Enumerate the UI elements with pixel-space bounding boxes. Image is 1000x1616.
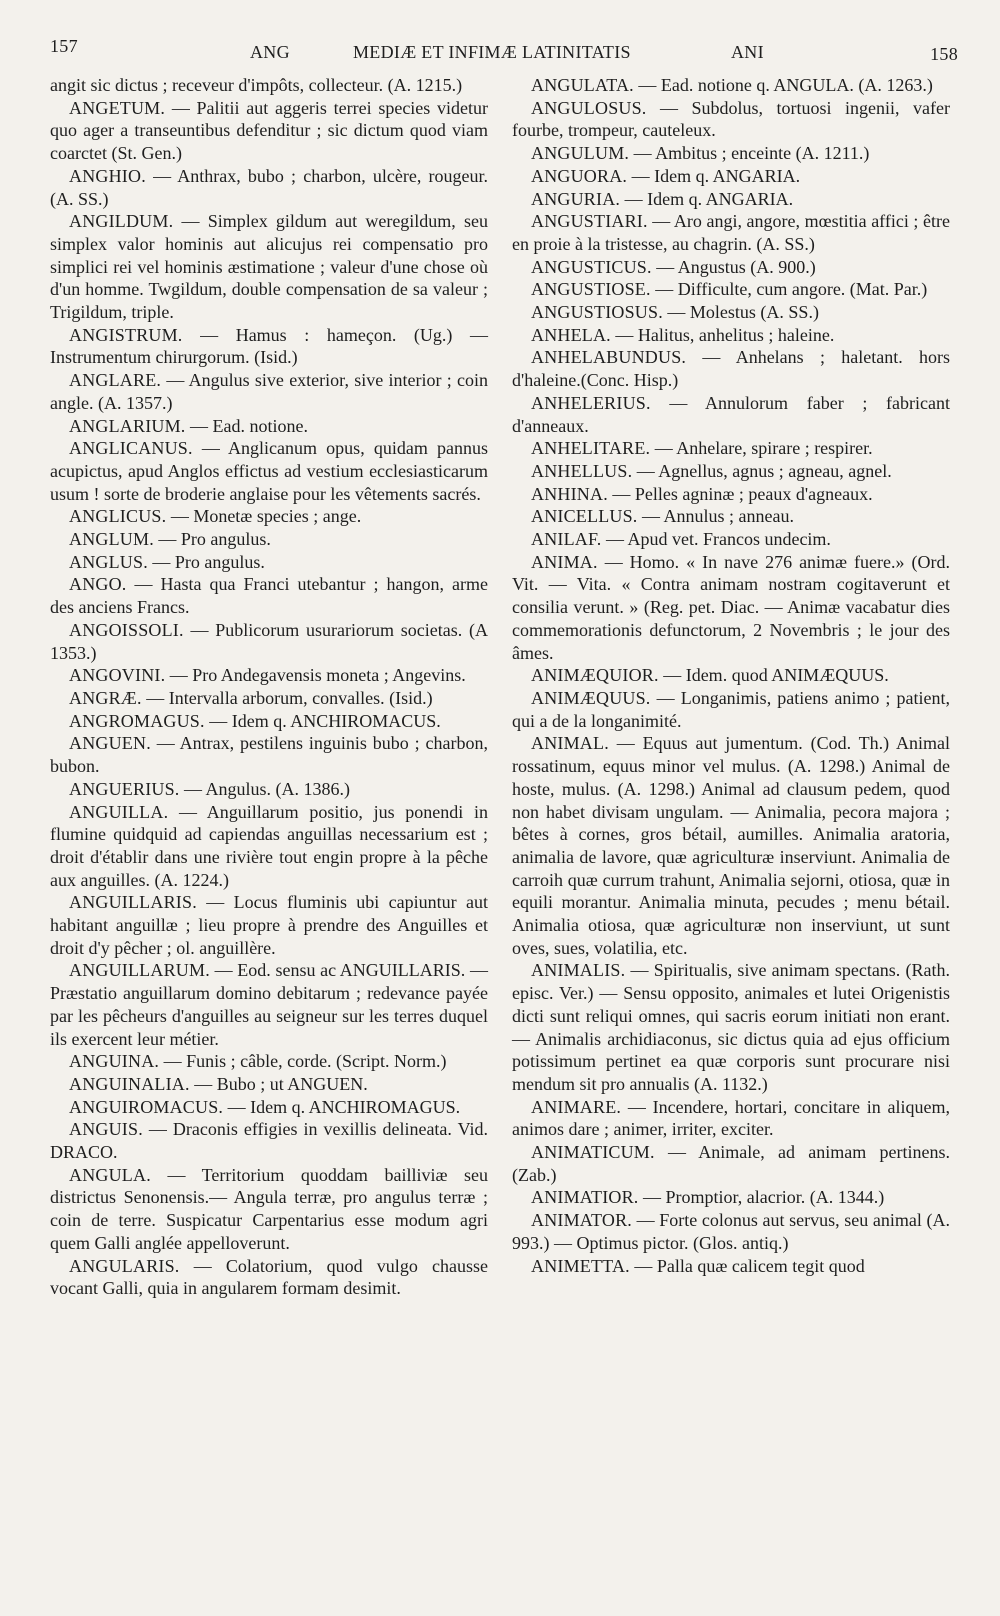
entry-definition: — Locus fluminis ubi capiuntur aut habitant anguillæ ; lieu propre à prendre des Anguilles et droit d'y pêcher ; ol. anguillère.	[50, 892, 488, 958]
entry-headword: ANGLARIUM.	[69, 415, 186, 436]
running-header	[48, 30, 962, 70]
entry-definition: — Difficulte, cum angore. (Mat. Par.)	[655, 279, 928, 300]
entry-headword: ANGUIS.	[69, 1119, 143, 1140]
dictionary-entry	[50, 210, 488, 324]
entry-definition: angit sic dictus ; receveur d'impôts, collecteur. (A. 1215.)	[50, 75, 463, 95]
entry-definition: — Anhelans ; haletant. hors d'haleine.(Conc. Hisp.)	[512, 347, 951, 391]
right-page-number: 158	[930, 44, 958, 64]
entry-headword: ANICELLUS.	[531, 506, 638, 527]
entry-headword: ANGETUM.	[69, 97, 166, 118]
entry-headword: ANHELITARE.	[531, 438, 651, 459]
entry-definition: — Ead. notione.	[190, 415, 308, 436]
dictionary-entry	[50, 1050, 488, 1073]
entry-headword: ANGURIA.	[531, 188, 621, 209]
dictionary-entry	[512, 1186, 950, 1209]
entry-definition: — Funis ; câble, corde. (Script. Norm.)	[163, 1051, 447, 1072]
dictionary-entry	[512, 437, 950, 460]
entry-definition: — Anglicanum opus, quidam pannus acupictus, apud Anglos effictus ad vestium ecclesiasticarum usum ! sorte de broderie anglaise pour les vêtements sacrés.	[50, 438, 489, 504]
entry-definition: — Aro angi, angore, mœstitia affici ; être en proie à la tristesse, au chagrin. (A. SS.)	[512, 211, 950, 254]
dictionary-entry	[512, 664, 950, 687]
dictionary-entry	[50, 528, 488, 551]
entry-headword: ANIMALIS.	[531, 960, 626, 981]
entry-definition: — Idem. quod ANIMÆQUUS.	[663, 665, 889, 686]
dictionary-entry	[50, 619, 488, 664]
entry-definition: — Palla quæ calicem tegit quod	[634, 1255, 865, 1276]
dictionary-entry	[512, 346, 950, 391]
entry-headword: ANGUSTICUS.	[531, 256, 652, 277]
dictionary-entry	[512, 210, 950, 255]
entry-headword: ANGISTRUM.	[69, 324, 183, 345]
dictionary-entry	[512, 483, 950, 506]
entry-definition: — Homo. « In nave 276 animæ fuere.» (Ord. Vit. — Vita. « Contra animam nostram cogitaverunt et consilia verunt. » (Reg. pet. Diac. — Animæ vacabatur dies commemorationis defunctorum, 2 Novembris ; le jour des âmes.	[512, 551, 950, 663]
entry-definition: — Equus aut jumentum. (Cod. Th.) Animal rossatinum, equus minor vel mulus. (A. 1298.) Animal de hoste, mulus. (A. 1298.) Animal ad clausum pedem, quod non habet divisam ungulam. — Animalia, pecora majora ; bêtes à cornes, gros bétail, aumilles. Animalia aratoria, animalia de lavore, quæ agriculturæ inserviunt. Animalia de carroih quæ currum trahunt, Animalia sejorni, otiosa, quæ in equili morantur. Animalia minuta, pecudes ; menu bétail. Animalia otiosa, quæ agriculturæ non inserviunt, ut sunt oves, sues, volatilia, etc.	[512, 733, 951, 958]
entry-definition: — Spiritualis, sive animam spectans. (Rath. episc. Ver.) — Sensu opposito, animales et lutei Origenistis dicti sunt reliqui omnes, qui sacris eorum initiati non erant. — Animalis archidiaconus, sic dictus quia ad ejus officium potissimum pertinet ea quæ corporis sunt procurare nisi mendum sit pro annualis (A. 1132.)	[512, 960, 951, 1094]
entry-headword: ANGULA.	[69, 1164, 151, 1185]
entry-definition: — Ead. notione q. ANGULA. (A. 1263.)	[638, 75, 933, 95]
right-column	[512, 74, 950, 1277]
entry-definition: — Pro angulus.	[152, 551, 265, 572]
entry-headword: ANGILDUM.	[69, 211, 174, 232]
entry-headword: ANGHIO.	[69, 165, 146, 186]
dictionary-entry	[512, 1209, 950, 1254]
left-guide-word: ANG	[250, 42, 290, 62]
entry-definition: — Angulus. (A. 1386.)	[184, 778, 351, 799]
entry-definition: — Promptior, alacrior. (A. 1344.)	[643, 1187, 885, 1208]
entry-definition: — Pro angulus.	[158, 529, 271, 550]
entry-definition: — Anhelare, spirare ; respirer.	[654, 438, 873, 459]
dictionary-entry	[50, 97, 488, 165]
entry-headword: ANGULARIS.	[69, 1255, 180, 1276]
entry-headword: ANILAF.	[531, 529, 602, 550]
entry-headword: ANHELA.	[531, 324, 611, 345]
entry-definition: — Idem q. ANGARIA.	[631, 165, 801, 186]
entry-headword: ANGULATA.	[531, 75, 634, 95]
entry-definition: — Territorium quoddam bailliviæ seu districtus Senonensis.— Angula terræ, pro angulus terræ ; coin de terre. Suspicatur Carpentarius esse modum agri quem Galli anglée appelloverunt.	[50, 1164, 488, 1253]
entry-definition: — Simplex gildum aut weregildum, seu simplex valor hominis aut alicujus rei compensatio pro simplici rei vel hominis æstimatione ; valeur d'une chose où d'un homme. Twgildum, double compensation de sa valeur ; Trigildum, triple.	[50, 211, 489, 323]
running-title: MEDIÆ ET INFIMÆ LATINITATIS	[353, 42, 631, 62]
entry-headword: ANHELLUS.	[531, 460, 633, 481]
entry-headword: ANGUSTIOSE.	[531, 279, 651, 300]
entry-definition: — Annulus ; anneau.	[642, 506, 794, 527]
dictionary-entry	[512, 687, 950, 732]
dictionary-entry	[512, 460, 950, 483]
entry-definition: — Idem q. ANCHIROMAGUS.	[227, 1096, 461, 1117]
dictionary-entry	[50, 732, 488, 777]
entry-definition: — Agnellus, agnus ; agneau, agnel.	[636, 460, 892, 481]
left-page-number: 157	[50, 36, 78, 56]
entry-headword: ANGROMAGUS.	[69, 710, 205, 731]
dictionary-entry	[50, 1255, 488, 1300]
dictionary-entry	[50, 415, 488, 438]
entry-definition: — Idem q. ANGARIA.	[624, 188, 794, 209]
dictionary-entry	[512, 959, 950, 1095]
entry-headword: ANGUINA.	[69, 1051, 160, 1072]
dictionary-entry	[512, 392, 950, 437]
entry-headword: ANHELERIUS.	[531, 392, 651, 413]
entry-definition: — Molestus (A. SS.)	[667, 302, 819, 323]
dictionary-entry	[512, 74, 950, 97]
entry-definition: — Eod. sensu ac ANGUILLARIS. — Præstatio anguillarum domino debitarum ; redevance payée par les pêcheurs d'anguilles au seigneur sur les terres duquel ils exercent leur métier.	[50, 960, 488, 1049]
dictionary-entry	[50, 801, 488, 892]
dictionary-entry	[50, 324, 488, 369]
dictionary-entry	[50, 778, 488, 801]
entry-headword: ANIMAL.	[531, 733, 609, 754]
dictionary-entry	[50, 1118, 488, 1163]
entry-definition: — Hamus : hameçon. (Ug.) — Instrumentum chirurgorum. (Isid.)	[50, 324, 489, 368]
dictionary-entry	[512, 528, 950, 551]
entry-headword: ANGRÆ.	[69, 687, 142, 708]
entry-headword: ANIMETTA.	[531, 1255, 630, 1276]
entry-definition: — Subdolus, tortuosi ingenii, vafer fourbe, trompeur, cauteleux.	[512, 97, 950, 141]
entry-definition: — Pro Andegavensis moneta ; Angevins.	[169, 665, 466, 686]
dictionary-entry	[512, 97, 950, 142]
left-column	[50, 74, 488, 1300]
entry-definition: — Publicorum usurariorum societas. (A 1353.)	[50, 619, 489, 663]
entry-headword: ANGLICUS.	[69, 506, 167, 527]
entry-definition: — Colatorium, quod vulgo chausse vocant Galli, quia in angularem formam desimit.	[50, 1255, 488, 1299]
entry-headword: ANGULUM.	[531, 143, 630, 164]
dictionary-entry	[50, 1073, 488, 1096]
entry-definition: — Forte colonus aut servus, seu animal (A. 993.) — Optimus pictor. (Glos. antiq.)	[512, 1210, 950, 1253]
entry-headword: ANGOVINI.	[69, 665, 166, 686]
dictionary-entry	[50, 710, 488, 733]
dictionary-entry	[50, 1164, 488, 1255]
dictionary-entry	[50, 959, 488, 1050]
dictionary-entry	[50, 74, 488, 97]
entry-definition: — Incendere, hortari, concitare in aliquem, animos dare ; animer, irriter, exciter.	[512, 1096, 950, 1140]
entry-headword: ANGLARE.	[69, 370, 162, 391]
dictionary-entry	[50, 505, 488, 528]
entry-definition: — Hasta qua Franci utebantur ; hangon, arme des anciens Francs.	[50, 574, 488, 618]
dictionary-entry	[512, 1141, 950, 1186]
entry-headword: ANIMÆQUUS.	[531, 687, 651, 708]
entry-definition: — Halitus, anhelitus ; haleine.	[615, 324, 835, 345]
dictionary-entry	[512, 278, 950, 301]
entry-headword: ANGLICANUS.	[69, 438, 193, 459]
dictionary-entry	[50, 165, 488, 210]
entry-headword: ANIMARE.	[531, 1096, 622, 1117]
entry-definition: — Pelles agninæ ; peaux d'agneaux.	[612, 483, 873, 504]
entry-headword: ANGUORA.	[531, 165, 628, 186]
entry-headword: ANGOISSOLI.	[69, 619, 184, 640]
entry-definition: — Bubo ; ut ANGUEN.	[194, 1073, 368, 1094]
dictionary-entry	[512, 256, 950, 279]
entry-headword: ANIMATICUM.	[531, 1142, 655, 1163]
entry-headword: ANIMATIOR.	[531, 1187, 639, 1208]
entry-headword: ANGUSTIARI.	[531, 211, 648, 232]
entry-definition: — Longanimis, patiens animo ; patient, qui a de la longanimité.	[512, 687, 951, 731]
entry-definition: — Apud vet. Francos undecim.	[605, 529, 831, 550]
entry-headword: ANGUERIUS.	[69, 778, 180, 799]
entry-definition: — Angulus sive exterior, sive interior ; coin angle. (A. 1357.)	[50, 370, 488, 413]
entry-headword: ANGO.	[69, 574, 127, 595]
dictionary-entry	[50, 891, 488, 959]
dictionary-entry	[50, 573, 488, 618]
dictionary-entry	[512, 1096, 950, 1141]
entry-headword: ANGUILLARIS.	[69, 892, 197, 913]
entry-definition: — Annulorum faber ; fabricant d'anneaux.	[512, 392, 950, 436]
dictionary-entry	[512, 1255, 950, 1278]
entry-definition: — Anthrax, bubo ; charbon, ulcère, rougeur. (A. SS.)	[50, 165, 488, 209]
entry-headword: ANGUIROMACUS.	[69, 1096, 224, 1117]
entry-definition: — Idem q. ANCHIROMACUS.	[209, 710, 441, 731]
entry-definition: — Ambitus ; enceinte (A. 1211.)	[633, 143, 870, 164]
entry-headword: ANGUEN.	[69, 733, 151, 754]
dictionary-entry	[512, 165, 950, 188]
dictionary-entry	[512, 505, 950, 528]
dictionary-entry	[512, 551, 950, 665]
dictionary-entry	[50, 664, 488, 687]
entry-headword: ANGLUS.	[69, 551, 148, 572]
dictionary-entry	[50, 369, 488, 414]
dictionary-entry	[512, 301, 950, 324]
dictionary-entry	[512, 324, 950, 347]
dictionary-entry	[50, 1096, 488, 1119]
entry-headword: ANIMA.	[531, 551, 598, 572]
entry-headword: ANGULOSUS.	[531, 97, 647, 118]
entry-definition: — Intervalla arborum, convalles. (Isid.)	[146, 687, 433, 708]
dictionary-entry	[512, 732, 950, 959]
dictionary-entry	[50, 551, 488, 574]
entry-headword: ANIMATOR.	[531, 1210, 632, 1231]
dictionary-entry	[50, 687, 488, 710]
entry-definition: — Angustus (A. 900.)	[656, 256, 816, 277]
entry-definition: — Palitii aut aggeris terrei species videtur quo ager a transeuntibus defenditur ; sic dictum quod viam coarctet (St. Gen.)	[50, 97, 489, 164]
right-guide-word: ANI	[731, 42, 764, 62]
entry-headword: ANGUINALIA.	[69, 1073, 190, 1094]
entry-headword: ANGUILLARUM.	[69, 960, 210, 981]
entry-headword: ANGUILLA.	[69, 801, 169, 822]
entry-definition: — Animale, ad animam pertinens. (Zab.)	[512, 1142, 951, 1185]
entry-headword: ANHINA.	[531, 483, 608, 504]
dictionary-entry	[50, 437, 488, 505]
entry-definition: — Draconis effigies in vexillis delineata. Vid. DRACO.	[50, 1119, 489, 1163]
entry-headword: ANIMÆQUIOR.	[531, 665, 659, 686]
entry-headword: ANGUSTIOSUS.	[531, 302, 663, 323]
entry-definition: — Anguillarum positio, jus ponendi in flumine quidquid ad capiendas anguillas necessarium est ; droit d'établir dans une rivière tout engin propre à la pêche aux anguilles. (A. 1224.)	[50, 801, 488, 890]
entry-headword: ANGLUM.	[69, 529, 154, 550]
entry-headword: ANHELABUNDUS.	[531, 347, 687, 368]
entry-definition: — Antrax, pestilens inguinis bubo ; charbon, bubon.	[50, 733, 489, 777]
dictionary-entry	[512, 188, 950, 211]
dictionary-entry	[512, 142, 950, 165]
entry-definition: — Monetæ species ; ange.	[170, 506, 362, 527]
